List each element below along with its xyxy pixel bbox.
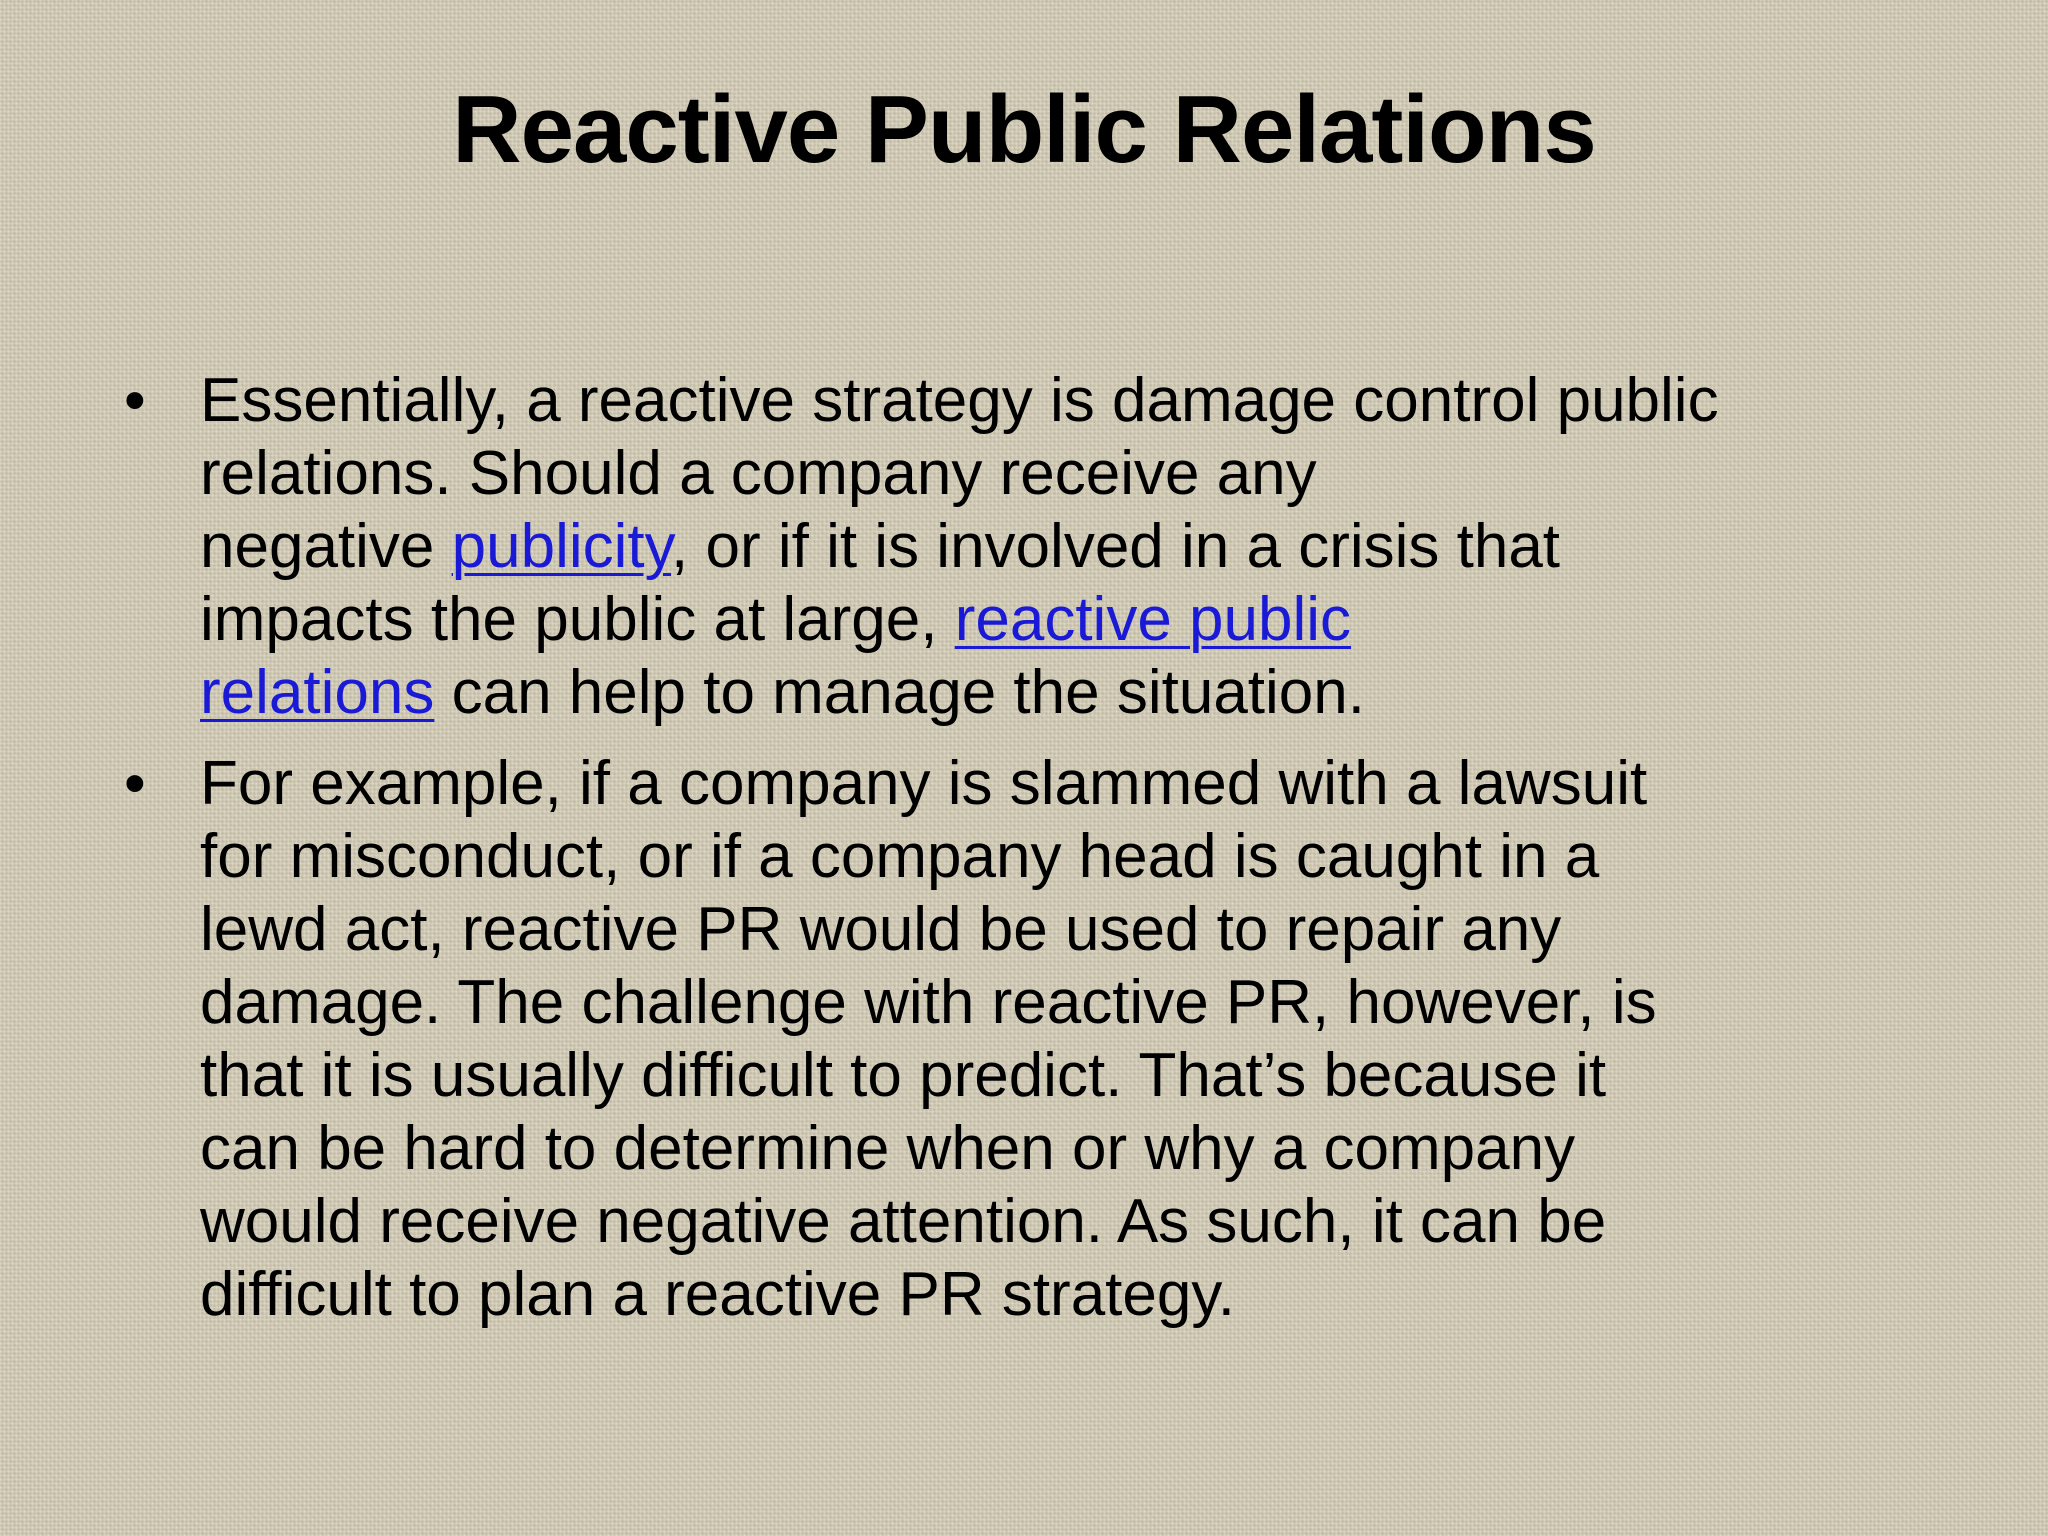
bullet-line: that it is usually difficult to predict. That’s because it	[200, 1041, 1607, 1110]
bullet-line: would receive negative attention. As such, it can be	[200, 1187, 1607, 1256]
line-text: impacts the public at large,	[200, 585, 955, 654]
slide-title: Reactive Public Relations	[452, 76, 1596, 183]
bullet-item	[124, 364, 1914, 729]
bullet-line	[200, 656, 1914, 729]
line-text: negative	[200, 512, 452, 581]
bullet-line	[200, 583, 1914, 656]
line-text: can help to manage the situation.	[434, 658, 1365, 727]
bullet-line: Essentially, a reactive strategy is damage control public	[200, 366, 1719, 435]
bullet-icon: •	[124, 749, 146, 818]
reactive-public-relations-link[interactable]: relations	[200, 658, 435, 727]
bullet-line: relations. Should a company receive any	[200, 439, 1317, 508]
publicity-link[interactable]: publicity	[451, 512, 672, 581]
bullet-line: For example, if a company is slammed with a lawsuit	[200, 749, 1648, 818]
bullet-line: for misconduct, or if a company head is caught in a	[200, 822, 1600, 891]
reactive-public-relations-link[interactable]: reactive public	[954, 585, 1352, 654]
bullet-line: difficult to plan a reactive PR strategy.	[200, 1260, 1235, 1329]
bullet-list	[124, 364, 1914, 1349]
bullet-line: damage. The challenge with reactive PR, however, is	[200, 968, 1657, 1037]
bullet-line: lewd act, reactive PR would be used to repair any	[200, 895, 1562, 964]
bullet-item	[124, 747, 1914, 1331]
bullet-icon: •	[124, 366, 146, 435]
bullet-line: can be hard to determine when or why a company	[200, 1114, 1576, 1183]
bullet-line	[200, 510, 1914, 583]
line-text: , or if it is involved in a crisis that	[671, 512, 1561, 581]
